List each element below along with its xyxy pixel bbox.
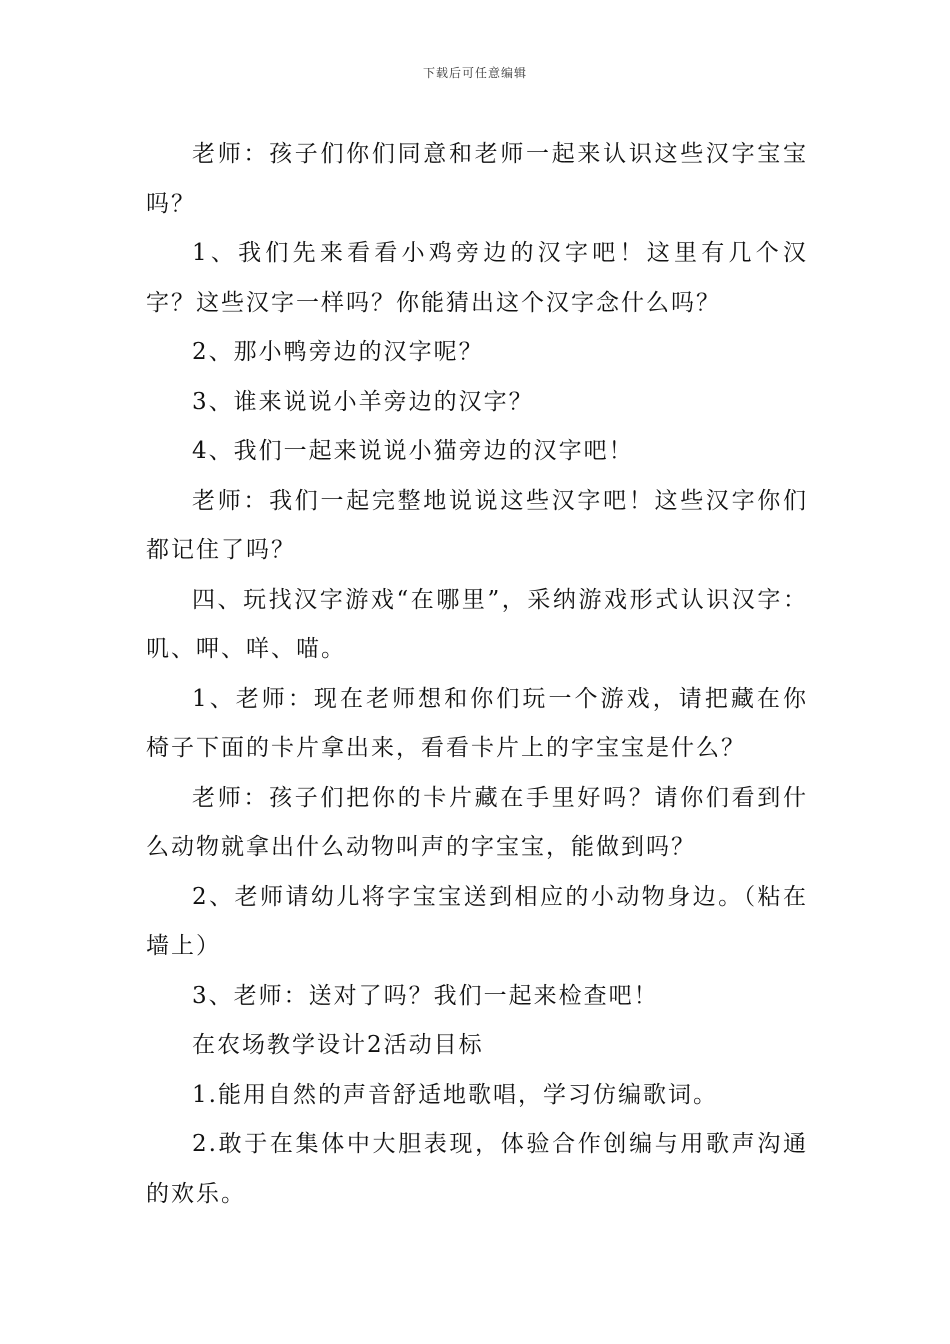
paragraph: 1、老师：现在老师想和你们玩一个游戏，请把藏在你椅子下面的卡片拿出来，看看卡片上的字宝宝是什么？	[146, 685, 808, 761]
paragraph: 1.能用自然的声音舒适地歌唱，学习仿编歌词。	[192, 1081, 718, 1108]
paragraph: 4、我们一起来说说小猫旁边的汉字吧！	[192, 438, 634, 464]
paragraph: 老师：孩子们你们同意和老师一起来认识这些汉字宝宝吗？	[146, 141, 808, 217]
paragraph: 老师：孩子们把你的卡片藏在手里好吗？请你们看到什么动物就拿出什么动物叫声的字宝宝，能做到吗？	[146, 784, 808, 860]
document-body	[146, 130, 808, 1219]
page-header: 下载后可任意编辑	[422, 66, 527, 80]
paragraph: 2、老师请幼儿将字宝宝送到相应的小动物身边。（粘在墙上）	[146, 883, 808, 959]
paragraph: 1、我们先来看看小鸡旁边的汉字吧！这里有几个汉字？这些汉字一样吗？你能猜出这个汉字念什么吗？	[146, 240, 808, 316]
section-heading: 在农场教学设计2活动目标	[192, 1032, 484, 1058]
paragraph: 3、谁来说说小羊旁边的汉字？	[192, 388, 534, 415]
paragraph: 3、老师：送对了吗？我们一起来检查吧！	[192, 982, 659, 1009]
paragraph: 2、那小鸭旁边的汉字呢？	[192, 339, 484, 365]
paragraph: 老师：我们一起完整地说说这些汉字吧！这些汉字你们都记住了吗？	[146, 487, 808, 563]
paragraph: 2.敢于在集体中大胆表现，体验合作创编与用歌声沟通的欢乐。	[146, 1131, 808, 1207]
paragraph: 四、玩找汉字游戏“在哪里”，采纳游戏形式认识汉字：叽、呷、咩、喵。	[146, 586, 808, 662]
